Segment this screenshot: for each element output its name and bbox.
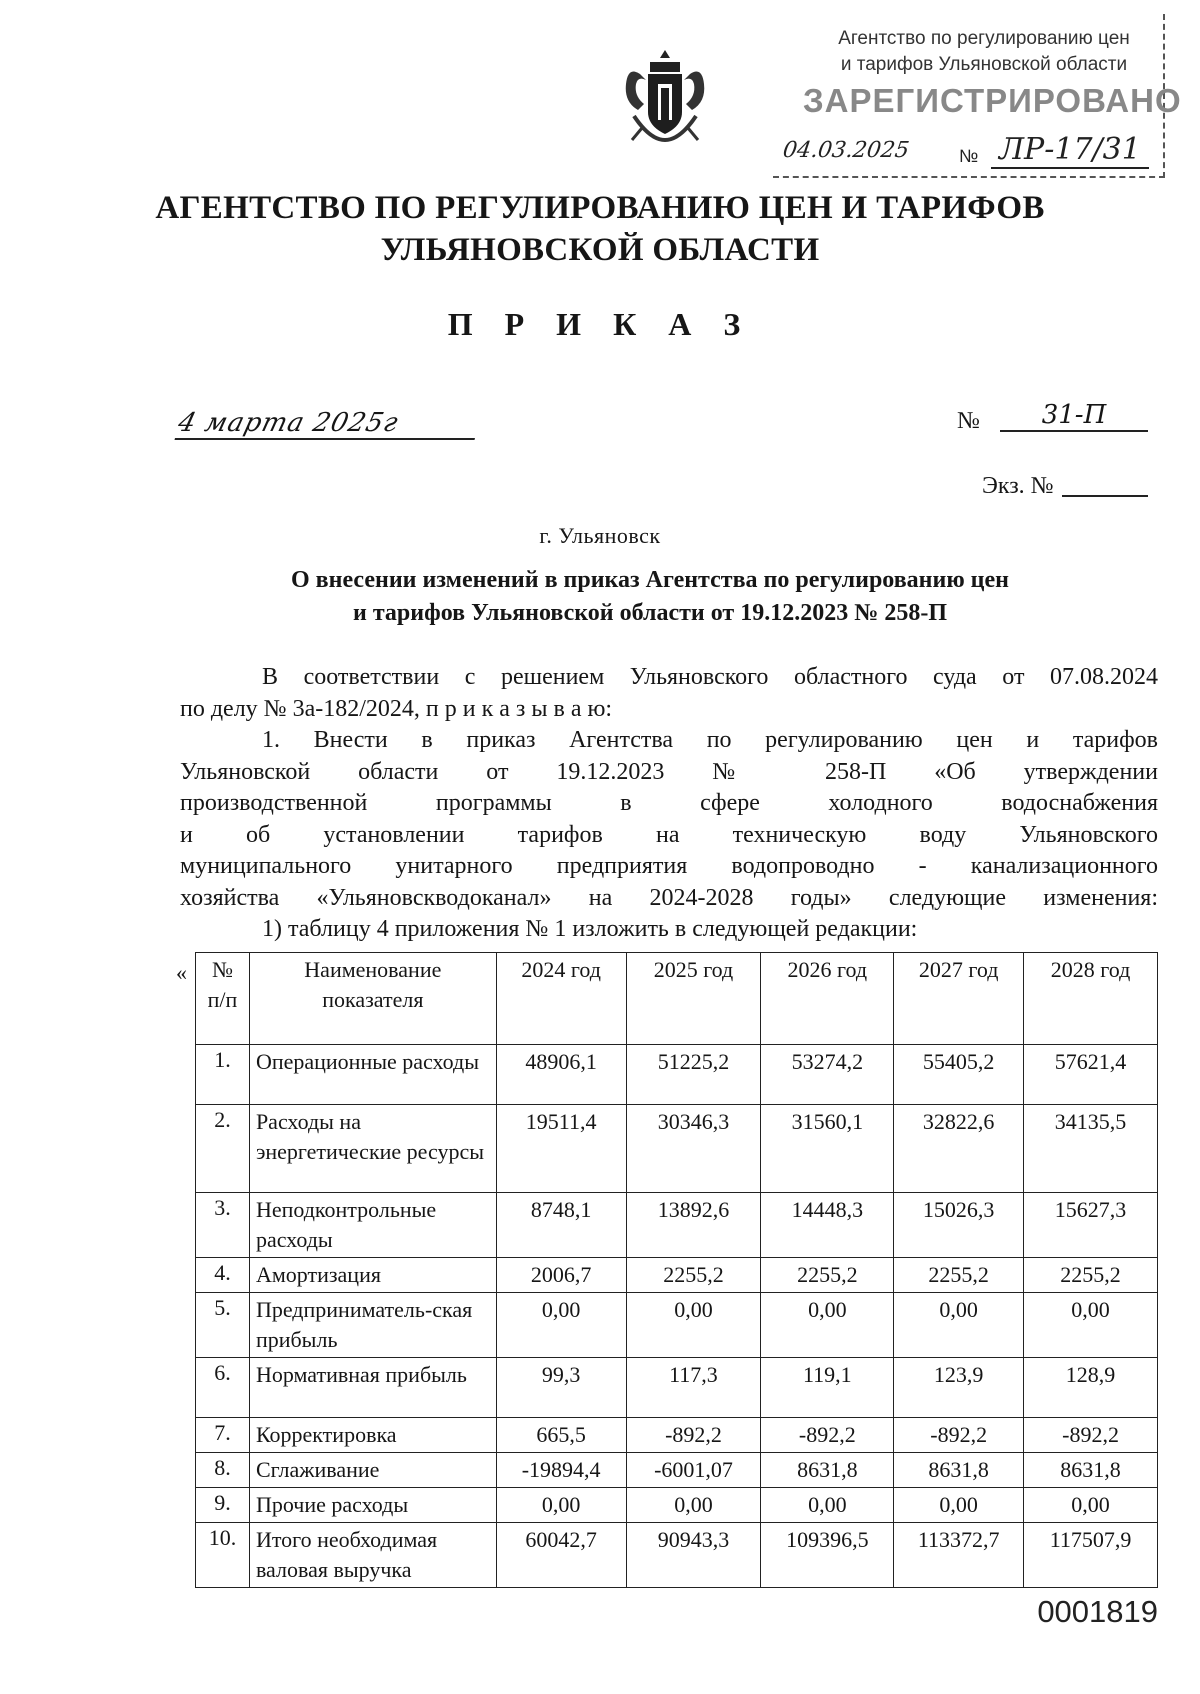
- row-value-2024: -19894,4: [496, 1453, 626, 1488]
- stamp-number-handwritten: ЛР-17/31: [991, 132, 1149, 169]
- document-type-title: П Р И К А З: [447, 306, 753, 342]
- table-row: [196, 1293, 1158, 1358]
- row-value-2024: 99,3: [496, 1358, 626, 1418]
- table-row: [196, 1258, 1158, 1293]
- stamp-agency-line1: Агентство по регулированию цен: [838, 28, 1130, 49]
- row-value-2028: 8631,8: [1024, 1453, 1158, 1488]
- header-no: № п/п: [196, 953, 250, 1045]
- table-row: [196, 1045, 1158, 1105]
- row-value-2025: 117,3: [626, 1358, 761, 1418]
- coat-of-arms-emblem: [620, 44, 710, 144]
- body-p2-line5: муниципального унитарного предприятия водопроводно - канализационного: [180, 853, 1158, 879]
- row-indicator-name: Неподконтрольные расходы: [249, 1193, 496, 1258]
- row-indicator-name: Расходы на энергетические ресурсы: [249, 1105, 496, 1193]
- row-value-2026: 0,00: [761, 1293, 894, 1358]
- table-row: [196, 1418, 1158, 1453]
- row-value-2026: -892,2: [761, 1418, 894, 1453]
- row-value-2025: 13892,6: [626, 1193, 761, 1258]
- city: г. Ульяновск: [539, 523, 661, 548]
- row-indicator-name: Итого необходимая валовая выручка: [249, 1523, 496, 1588]
- row-value-2025: -892,2: [626, 1418, 761, 1453]
- row-value-2027: 55405,2: [894, 1045, 1024, 1105]
- row-value-2025: -6001,07: [626, 1453, 761, 1488]
- row-indicator-name: Предприниматель-ская прибыль: [249, 1293, 496, 1358]
- copy-number-label: Экз. №: [982, 473, 1054, 499]
- row-value-2024: 60042,7: [496, 1523, 626, 1588]
- row-value-2025: 0,00: [626, 1293, 761, 1358]
- row-value-2028: -892,2: [1024, 1418, 1158, 1453]
- body-p2-line6: хозяйства «Ульяновскводоканал» на 2024-2028 годы» следующие изменения:: [180, 884, 1158, 911]
- row-number: 1.: [196, 1045, 250, 1105]
- body-p1-line1: В соответствии с решением Ульяновского областного суда от 07.08.2024: [262, 664, 1158, 690]
- subject-line1: О внесении изменений в приказ Агентства по регулированию цен: [291, 567, 1009, 593]
- row-number: 9.: [196, 1488, 250, 1523]
- row-value-2025: 90943,3: [626, 1523, 761, 1588]
- row-value-2025: 51225,2: [626, 1045, 761, 1105]
- row-value-2026: 53274,2: [761, 1045, 894, 1105]
- row-value-2027: 2255,2: [894, 1258, 1024, 1293]
- body-p2-line4: и об установлении тарифов на техническую воду Ульяновского: [180, 821, 1158, 848]
- row-number: 3.: [196, 1193, 250, 1258]
- row-value-2026: 2255,2: [761, 1258, 894, 1293]
- order-date-handwritten: 4 марта 2025г: [175, 412, 482, 440]
- row-indicator-name: Нормативная прибыль: [249, 1358, 496, 1418]
- body-p2-line2: Ульяновской области от 19.12.2023 № 258-П «Об утверждении: [180, 758, 1158, 785]
- row-value-2024: 0,00: [496, 1293, 626, 1358]
- subject-line2: и тарифов Ульяновской области от 19.12.2023 № 258-П: [353, 600, 947, 626]
- row-indicator-name: Корректировка: [249, 1418, 496, 1453]
- row-value-2026: 31560,1: [761, 1105, 894, 1193]
- organization-name-line2: УЛЬЯНОВСКОЙ ОБЛАСТИ: [380, 232, 820, 268]
- row-value-2026: 0,00: [761, 1488, 894, 1523]
- row-value-2024: 19511,4: [496, 1105, 626, 1193]
- body-paragraph-1: [180, 662, 1158, 946]
- registration-stamp: [773, 14, 1182, 184]
- organization-name-line1: АГЕНТСТВО ПО РЕГУЛИРОВАНИЮ ЦЕН И ТАРИФОВ: [155, 190, 1045, 226]
- row-value-2024: 0,00: [496, 1488, 626, 1523]
- row-number: 4.: [196, 1258, 250, 1293]
- row-value-2026: 8631,8: [761, 1453, 894, 1488]
- document-serial-code: 0001819: [1037, 1594, 1158, 1629]
- row-value-2027: 15026,3: [894, 1193, 1024, 1258]
- header-2024: 2024 год: [496, 953, 626, 1045]
- row-number: 10.: [196, 1523, 250, 1588]
- row-value-2025: 0,00: [626, 1488, 761, 1523]
- table-row: [196, 1523, 1158, 1588]
- row-value-2028: 0,00: [1024, 1488, 1158, 1523]
- stamp-number-label: №: [959, 146, 979, 166]
- row-value-2027: -892,2: [894, 1418, 1024, 1453]
- row-value-2027: 113372,7: [894, 1523, 1024, 1588]
- row-value-2024: 2006,7: [496, 1258, 626, 1293]
- header-2027: 2027 год: [894, 953, 1024, 1045]
- row-value-2026: 109396,5: [761, 1523, 894, 1588]
- row-value-2024: 665,5: [496, 1418, 626, 1453]
- row-value-2028: 57621,4: [1024, 1045, 1158, 1105]
- row-indicator-name: Сглаживание: [249, 1453, 496, 1488]
- row-value-2027: 32822,6: [894, 1105, 1024, 1193]
- table-open-quote: «: [176, 960, 187, 985]
- stamp-registered: ЗАРЕГИСТРИРОВАНО: [803, 82, 1182, 119]
- row-value-2028: 34135,5: [1024, 1105, 1158, 1193]
- row-value-2025: 30346,3: [626, 1105, 761, 1193]
- body-p1-line2: по делу № 3а-182/2024, п р и к а з ы в а ю:: [180, 695, 613, 722]
- row-value-2025: 2255,2: [626, 1258, 761, 1293]
- row-value-2026: 14448,3: [761, 1193, 894, 1258]
- order-number-label: №: [957, 408, 980, 434]
- stamp-agency-line2: и тарифов Ульяновской области: [840, 54, 1128, 75]
- row-value-2024: 48906,1: [496, 1045, 626, 1105]
- row-value-2027: 123,9: [894, 1358, 1024, 1418]
- table-row: [196, 1488, 1158, 1523]
- body-p3: 1) таблицу 4 приложения № 1 изложить в следующей редакции:: [262, 916, 918, 942]
- body-p2-line1: 1. Внести в приказ Агентства по регулированию цен и тарифов: [262, 727, 1158, 753]
- row-indicator-name: Амортизация: [249, 1258, 496, 1293]
- row-value-2026: 119,1: [761, 1358, 894, 1418]
- row-indicator-name: Прочие расходы: [249, 1488, 496, 1523]
- row-number: 6.: [196, 1358, 250, 1418]
- row-number: 2.: [196, 1105, 250, 1193]
- row-value-2028: 0,00: [1024, 1293, 1158, 1358]
- row-number: 7.: [196, 1418, 250, 1453]
- header-2028: 2028 год: [1024, 953, 1158, 1045]
- row-value-2028: 15627,3: [1024, 1193, 1158, 1258]
- header-2025: 2025 год: [626, 953, 761, 1045]
- order-number-handwritten: 31-П: [1000, 400, 1148, 432]
- stamp-date-handwritten: 04.03.2025: [781, 138, 911, 163]
- row-value-2027: 0,00: [894, 1488, 1024, 1523]
- row-value-2027: 0,00: [894, 1293, 1024, 1358]
- indicators-table: [195, 952, 1158, 1588]
- copy-number-blank-line: [1062, 495, 1148, 497]
- header-name: Наименование показателя: [249, 953, 496, 1045]
- table-row: [196, 1358, 1158, 1418]
- table-row: [196, 1453, 1158, 1488]
- header-2026: 2026 год: [761, 953, 894, 1045]
- row-value-2027: 8631,8: [894, 1453, 1024, 1488]
- row-value-2024: 8748,1: [496, 1193, 626, 1258]
- table-row: [196, 1193, 1158, 1258]
- row-value-2028: 128,9: [1024, 1358, 1158, 1418]
- row-value-2028: 117507,9: [1024, 1523, 1158, 1588]
- row-number: 8.: [196, 1453, 250, 1488]
- row-number: 5.: [196, 1293, 250, 1358]
- table-row: [196, 1105, 1158, 1193]
- table-header-row: [196, 953, 1158, 1045]
- row-indicator-name: Операционные расходы: [249, 1045, 496, 1105]
- body-p2-line3: производственной программы в сфере холодного водоснабжения: [180, 790, 1158, 816]
- row-value-2028: 2255,2: [1024, 1258, 1158, 1293]
